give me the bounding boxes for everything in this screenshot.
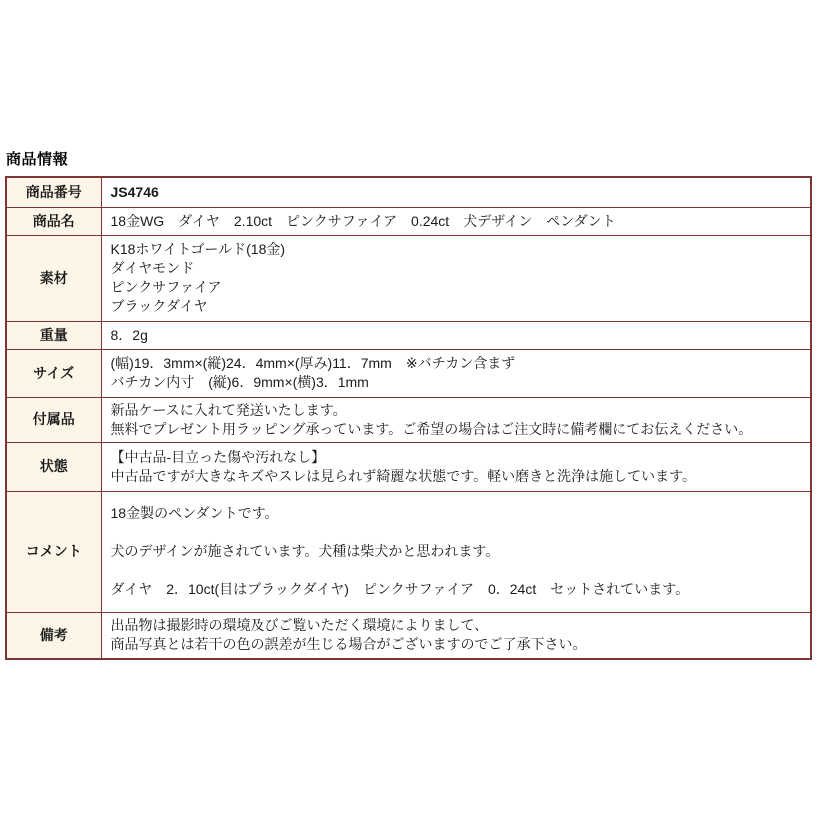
table-row [6, 235, 811, 321]
table-row [6, 349, 811, 397]
product-info-table-body [6, 177, 811, 659]
row-label: 重量 [6, 321, 101, 349]
table-row [6, 321, 811, 349]
row-value: 【中古品-目立った傷や汚れなし】 中古品ですが大きなキズやスレは見られず綺麗な状態です。軽い磨きと洗浄は施しています。 [101, 442, 811, 491]
table-row [6, 207, 811, 235]
row-label: 商品名 [6, 207, 101, 235]
row-value: 出品物は撮影時の環境及びご覧いただく環境によりまして、 商品写真とは若干の色の誤差が生じる場合がございますのでご了承下さい。 [101, 612, 811, 659]
row-label: 素材 [6, 235, 101, 321]
row-label: コメント [6, 491, 101, 612]
row-label: 商品番号 [6, 177, 101, 207]
row-value: 18金WG ダイヤ 2.10ct ピンクサファイア 0.24ct 犬デザイン ペンダント [101, 207, 811, 235]
table-row [6, 612, 811, 659]
table-row [6, 177, 811, 207]
table-row [6, 491, 811, 612]
row-value: (幅)19．3mm×(縦)24．4mm×(厚み)11．7mm ※バチカン含まず バチカン内寸 (縦)6．9mm×(横)3．1mm [101, 349, 811, 397]
section-title: 商品情報 [6, 151, 69, 168]
row-value: 8．2g [101, 321, 811, 349]
row-value: K18ホワイトゴールド(18金) ダイヤモンド ピンクサファイア ブラックダイヤ [101, 235, 811, 321]
row-value: JS4746 [101, 177, 811, 207]
row-value: 18金製のペンダントです。 犬のデザインが施されています。犬種は柴犬かと思われます。 ダイヤ 2．10ct(目はブラックダイヤ) ピンクサファイア 0．24ct セットされています。 [101, 491, 811, 612]
table-row [6, 442, 811, 491]
row-value: 新品ケースに入れて発送いたします。 無料でプレゼント用ラッピング承っています。ご希望の場合はご注文時に備考欄にてお伝えください。 [101, 397, 811, 442]
row-label: 付属品 [6, 397, 101, 442]
table-row [6, 397, 811, 442]
row-label: 状態 [6, 442, 101, 491]
product-info-table [5, 176, 812, 660]
row-label: サイズ [6, 349, 101, 397]
row-label: 備考 [6, 612, 101, 659]
